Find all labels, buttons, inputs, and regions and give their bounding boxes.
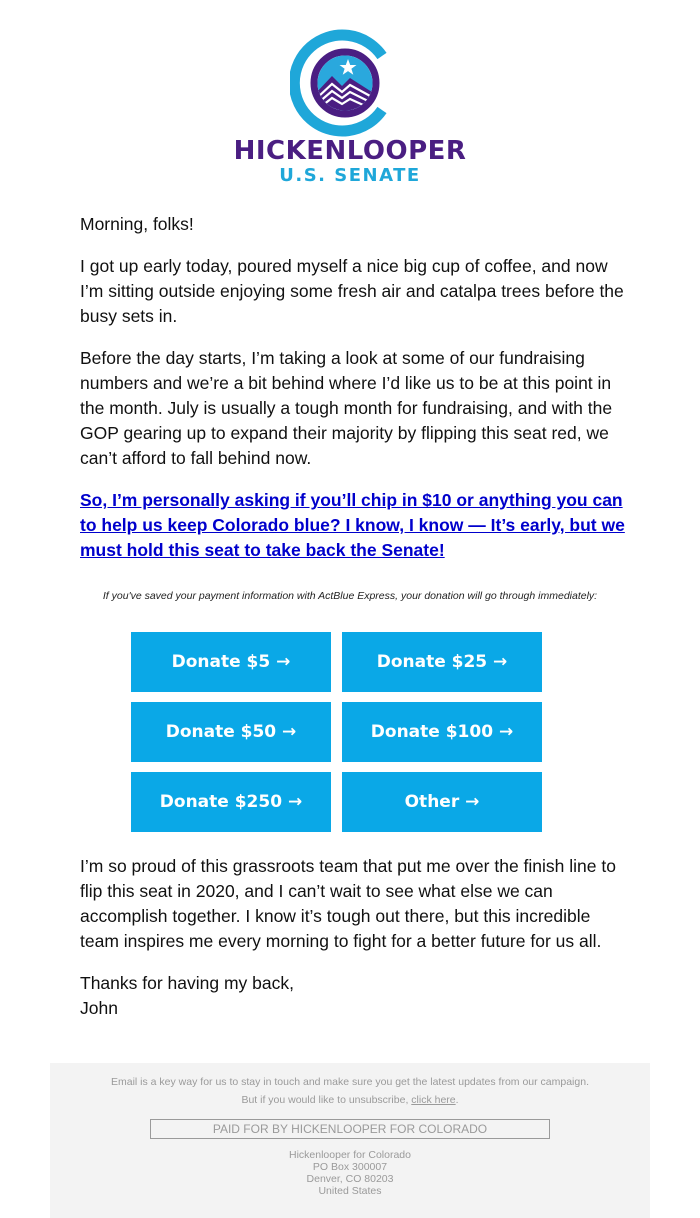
closing-paragraph: I’m so proud of this grassroots team that put me over the finish line to flip this seat in 2020, and I can’t wait to see what else we can accomplish together. I know it’s tough out there, but this incredible team inspires me every morning to fight for a better future for us all. [80, 856, 616, 951]
body-paragraph: Before the day starts, I’m taking a look at some of our fundraising numbers and we’re a bit behind where I’d like us to be at this point in the month. July is usually a tough month for fundraising, and with the GOP gearing up to expand their majority by flipping this seat red, we can’t afford to fall behind now. [80, 348, 613, 468]
greeting: Morning, folks! [80, 214, 194, 234]
email-body-closing [80, 854, 628, 1038]
unsubscribe-link[interactable]: click here [411, 1094, 456, 1106]
address-line: Hickenlooper for Colorado [289, 1149, 411, 1161]
unsubscribe-prefix: But if you would like to unsubscribe, [241, 1094, 412, 1106]
donate-25-button[interactable]: Donate $25 → [342, 632, 542, 692]
body-paragraph: I got up early today, poured myself a nice big cup of coffee, and now I’m sitting outside enjoying some fresh air and catalpa trees before the busy sets in. [80, 256, 624, 326]
signature: John [80, 998, 118, 1018]
donate-5-button[interactable]: Donate $5 → [131, 632, 331, 692]
campaign-logo-icon [290, 28, 400, 138]
actblue-express-note: If you've saved your payment information with ActBlue Express, your donation will go through immediately: [102, 590, 598, 602]
address-line: PO Box 300007 [312, 1161, 388, 1173]
unsubscribe-suffix: . [455, 1094, 459, 1106]
email-header [0, 0, 700, 200]
footer-unsubscribe-line [50, 1094, 650, 1106]
paid-for-disclaimer: PAID FOR BY HICKENLOOPER FOR COLORADO [150, 1119, 550, 1139]
brand-name: HICKENLOOPER [233, 136, 467, 166]
donate-250-button[interactable]: Donate $250 → [131, 772, 331, 832]
email-footer [50, 1063, 650, 1218]
footer-message: Email is a key way for us to stay in touch and make sure you get the latest updates from our campaign. [111, 1076, 589, 1088]
address-line: Denver, CO 80203 [306, 1173, 394, 1185]
donate-100-button[interactable]: Donate $100 → [342, 702, 542, 762]
address-line: United States [318, 1185, 382, 1197]
signoff: Thanks for having my back, [80, 973, 294, 993]
email-body [80, 212, 625, 580]
brand-subtitle: U.S. SENATE [279, 165, 421, 186]
donation-ask-link[interactable]: So, I’m personally asking if you’ll chip in $10 or anything you can to help us keep Colorado blue? I know, I know — It’s early, but we must hold this seat to take back the Senate! [80, 490, 625, 560]
donate-other-button[interactable]: Other → [342, 772, 542, 832]
donate-50-button[interactable]: Donate $50 → [131, 702, 331, 762]
